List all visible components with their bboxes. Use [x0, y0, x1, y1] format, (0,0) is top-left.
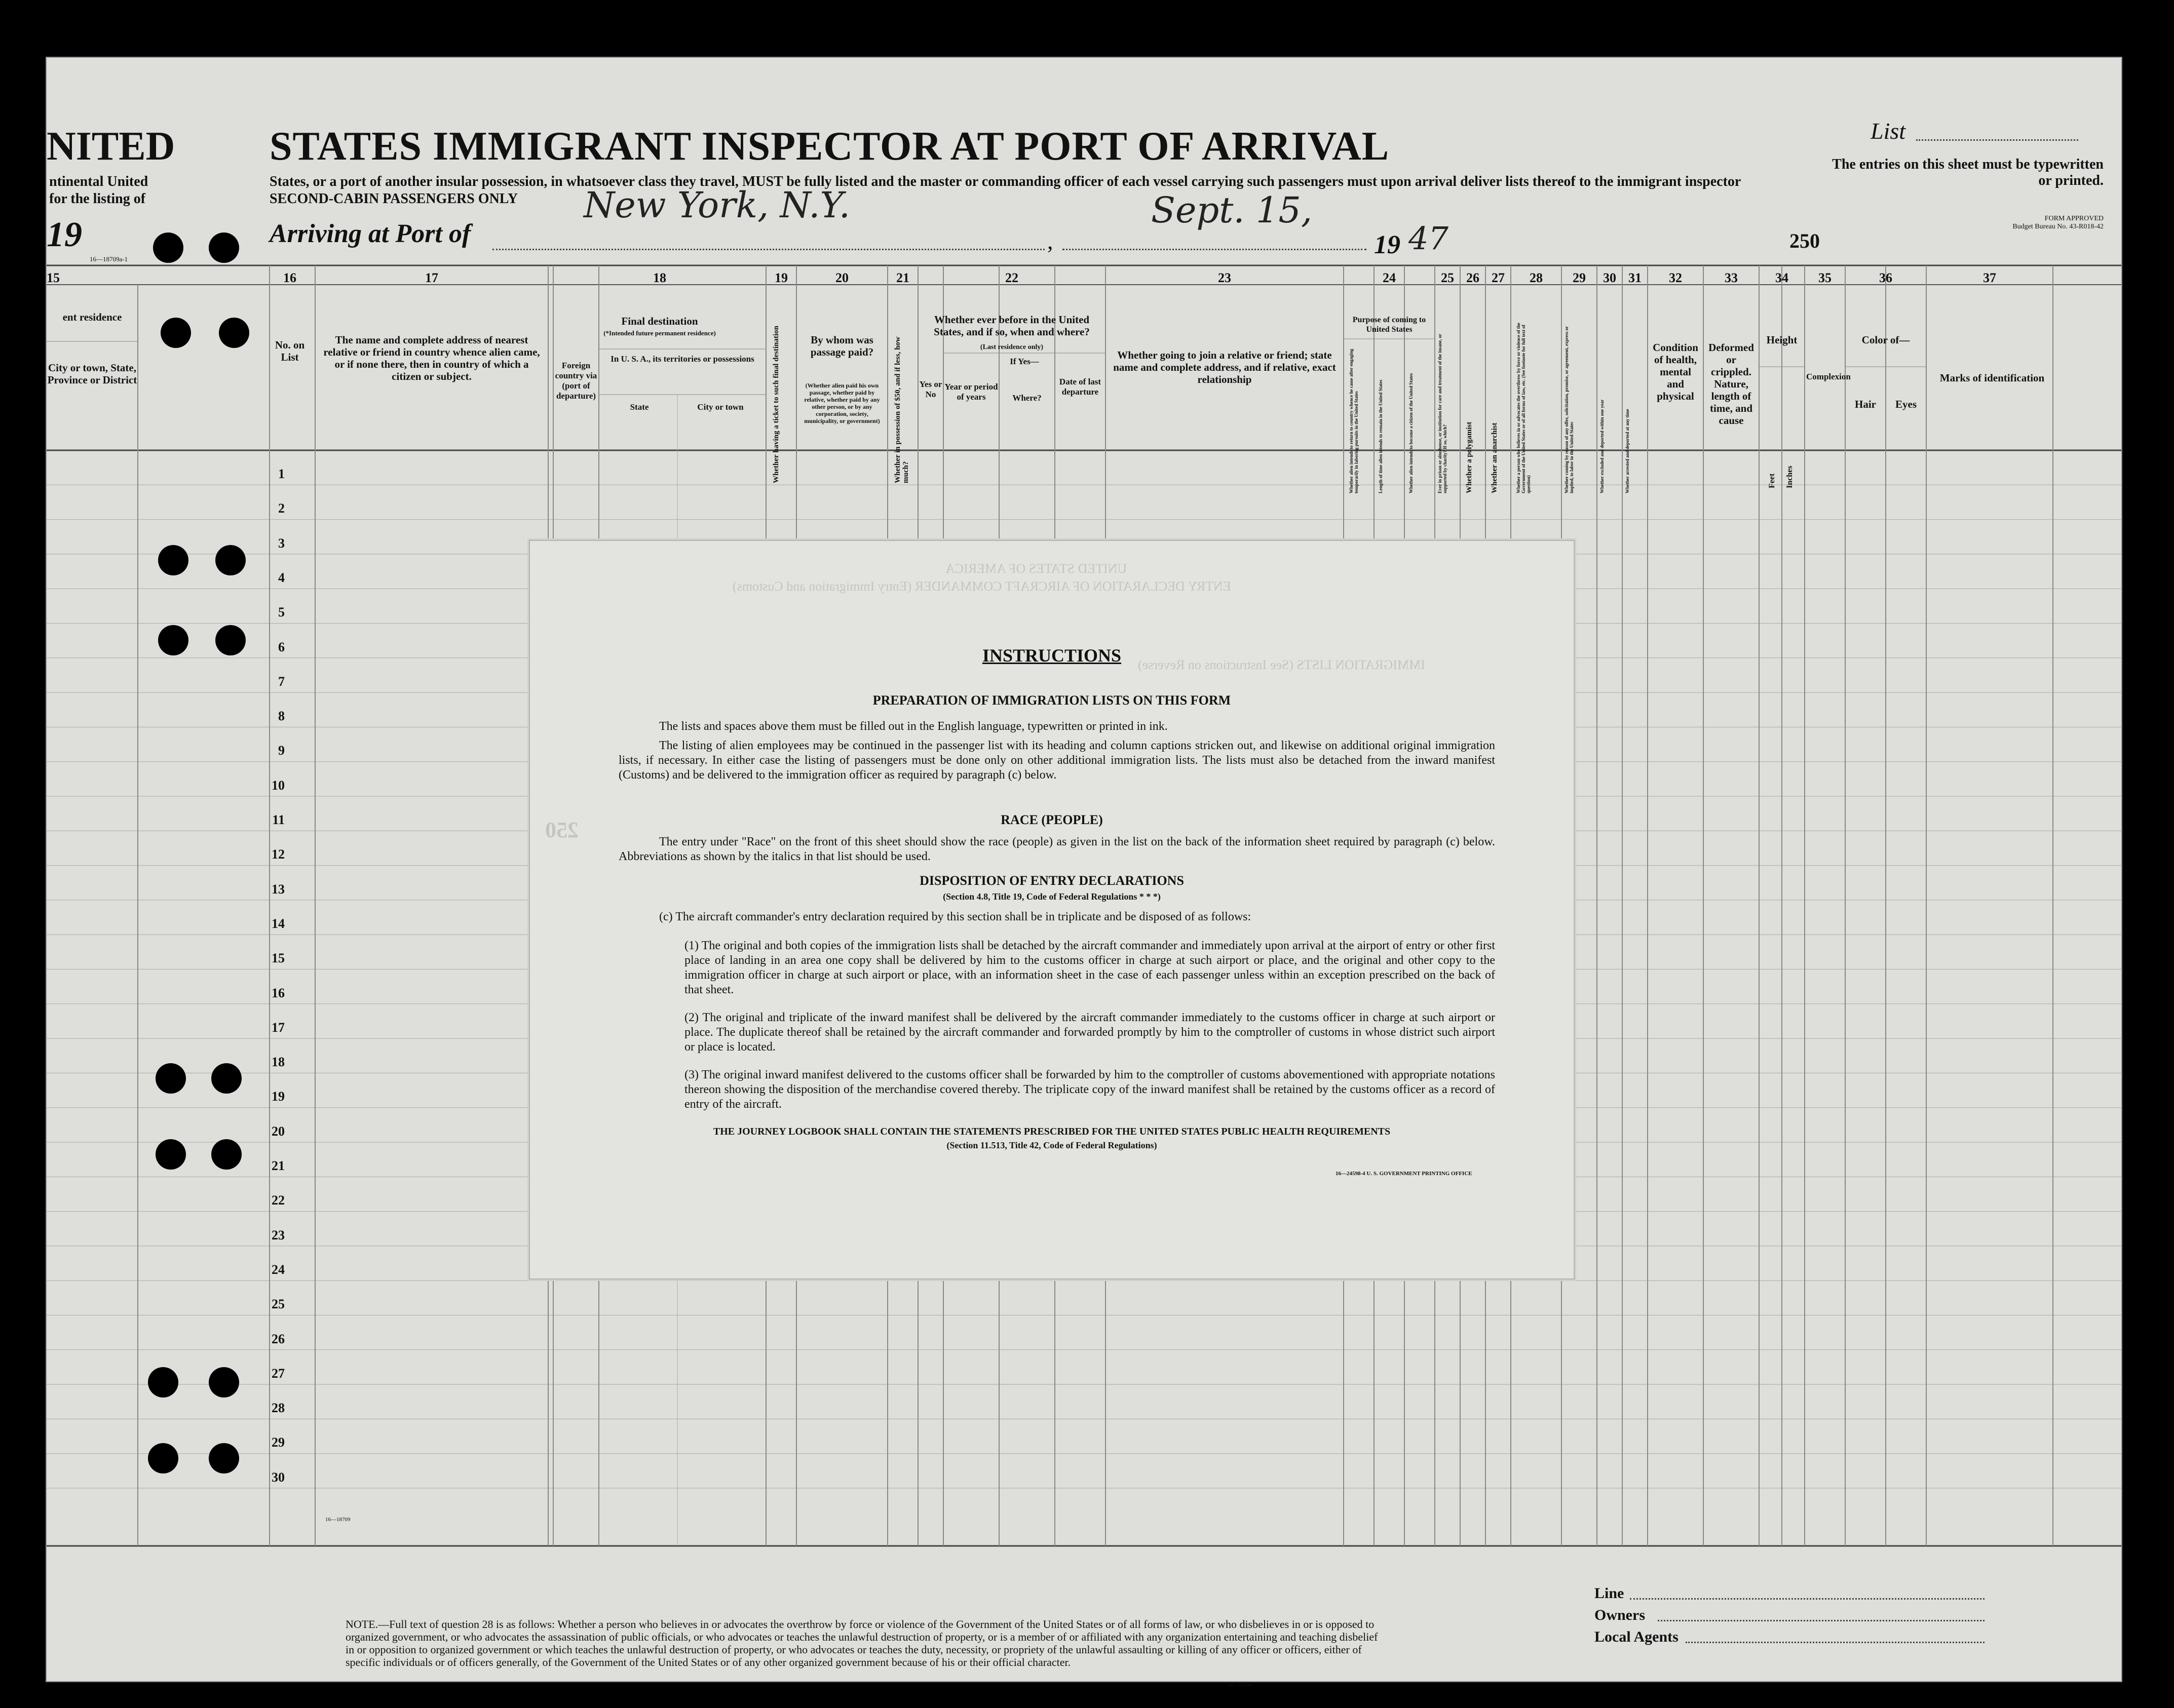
col-22-sub: (Last residence only): [980, 343, 1044, 351]
row-number: 26: [272, 1331, 285, 1346]
col-29-number: 29: [1573, 270, 1586, 285]
col-22-number: 22: [1005, 270, 1018, 285]
row-number: 27: [272, 1366, 285, 1381]
left-year-fragment: 19: [47, 215, 82, 254]
col-18-foreign: Foreign country via (port of departure): [555, 361, 597, 401]
col-18-label: Final destination: [621, 315, 698, 327]
col-36-label: Color of—: [1861, 334, 1910, 346]
col-25-label: Ever in prison or almshouse, or institution for care and treatment of the insane, or supported by charity? If so, which?: [1437, 334, 1447, 493]
col-20-label: By whom was passage paid?: [810, 334, 874, 358]
instructions-footer-2: (Section 11.513, Title 42, Code of Federal Regulations): [946, 1140, 1157, 1150]
instructions-p-3: (3) The original inward manifest delivered to the customs officer shall be forwarded by him to the comptroller of customs abovementioned with appropriate notations thereon showing the disposition of the merchandise covered thereby. The triplicate copy of the inward manifest shall be retained by the customs officer as a record of entry of the aircraft.: [684, 1068, 1495, 1111]
col-22-year: Year or period of years: [944, 382, 998, 402]
date-line: [1062, 248, 1366, 250]
arriving-label: Arriving at Port of: [270, 219, 471, 248]
row-number: 15: [272, 951, 285, 966]
form-approved-label: FORM APPROVED: [2044, 215, 2104, 222]
form-subline-text: States, or a port of another insular possession, in whatsoever class they travel, MUST be fully listed and the master or commanding officer of each vessel carrying such passengers must upon arrival deliver lists thereof to the immigrant inspector: [270, 174, 1741, 189]
col-34-inches: Inches: [1785, 465, 1794, 488]
instructions-pc: (c) The aircraft commander's entry declaration required by this section shall be in triplicate and be disposed of as follows:: [659, 910, 1251, 923]
col-35-label: Complexion: [1806, 372, 1851, 381]
local-agents-label: Local Agents: [1594, 1628, 1679, 1645]
row-number: 10: [272, 778, 285, 793]
col-36-number: 36: [1879, 270, 1892, 285]
col-33-label: Deformed or crippled. Nature, length of time, and cause: [1708, 341, 1754, 426]
list-line: [1916, 139, 2078, 141]
col-30-label: Whether excluded and deported within one year: [1599, 399, 1605, 493]
year-printed: 19: [1374, 230, 1400, 259]
instructions-title: INSTRUCTIONS: [982, 645, 1122, 666]
bottom-form-code: 16—18709: [325, 1517, 351, 1523]
punch-hole: [148, 1443, 178, 1473]
form-subline: [270, 173, 1789, 208]
punch-hole: [211, 1139, 242, 1170]
row-number: 19: [272, 1089, 285, 1104]
punch-hole: [161, 318, 191, 348]
punch-hole: [156, 1139, 186, 1170]
left-subline-1: ntinental United: [49, 174, 148, 189]
row-number: 1: [278, 467, 285, 481]
row-number: 28: [272, 1401, 285, 1416]
ghost-text: 250: [545, 818, 579, 842]
footnote-code: 16—18709: [1227, 1682, 1252, 1688]
budget-bureau: Budget Bureau No. 43-R018-42: [2012, 223, 2104, 230]
col-24-b: Length of time alien intends to remain in the United States: [1378, 379, 1383, 493]
col-18-sub: (*Intended future permanent residence): [603, 329, 716, 337]
row-number: 6: [278, 639, 285, 654]
col-20-sub: (Whether alien paid his own passage, whether paid by relative, whether paid by any other person, or by any corporation, society, municipality, or government): [804, 382, 880, 424]
port-line: [492, 248, 1045, 250]
row-number: 7: [278, 674, 285, 689]
instructions-heading-3: DISPOSITION OF ENTRY DECLARATIONS: [920, 873, 1184, 888]
col-22-where: Where?: [1012, 393, 1042, 403]
list-note: The entries on this sheet must be typewritten or printed.: [1832, 157, 2104, 188]
owners-field: [1658, 1619, 1985, 1621]
row-number: 24: [272, 1262, 285, 1277]
instructions-p2: The listing of alien employees may be continued in the passenger list with its heading and column captions stricken out, and likewise on additional original immigration lists, if necessary. In either case the listing of passengers must be done only on other additional immigration lists. The lists must also be detached from the inward manifest (Customs) and be delivered to the immigration officer as required by paragraph (c) below.: [619, 739, 1495, 782]
row-number: 3: [278, 535, 285, 551]
row-number: 2: [278, 501, 285, 516]
ghost-text: ENTRY DECLARATION OF AIRCRAFT COMMANDER (Entry Immigration and Customs): [733, 579, 1231, 594]
row-number: 23: [272, 1227, 285, 1243]
col-34-feet: Feet: [1768, 473, 1776, 488]
col-34-label: Height: [1766, 334, 1798, 346]
local-agents-field: [1686, 1641, 1985, 1643]
col-28-label: Whether a person who believes in or advocates the overthrow by force or violence of the Government of the United States or of all forms of law, etc. (See footnote for full text of question): [1516, 323, 1531, 493]
col-30-number: 30: [1603, 270, 1616, 285]
punch-hole: [209, 1367, 239, 1398]
instructions-heading-2: RACE (PEOPLE): [1001, 812, 1103, 827]
row-number: 17: [272, 1020, 285, 1035]
col-18-state: State: [630, 402, 649, 412]
col-17-label: The name and complete address of nearest relative or friend in country whence alien came, or if none there, then in country of which a citizen or subject.: [323, 334, 540, 382]
punch-hole: [156, 1063, 186, 1094]
left-title-fragment: NITED: [47, 124, 175, 169]
col-18-city: City or town: [697, 402, 744, 412]
year-handwritten: 47: [1408, 220, 1448, 257]
manifest-sheet: NITED ntinental United for the listing of 19 16—18709a-1 15 ent residence City or town, State, Province or District STATES IMMIGRANT INSPECTOR AT PORT OF ARRIVAL States, or a port of another insular possession, in whatsoever class they travel, MUST be fully listed and the master or commanding officer of each vessel carrying such passengers must upon arrival deliver lists thereof to the immigrant inspector SECOND-CABIN PASSENGERS ONLY Arriving at Port of New York, N.Y. , Sept. 15, 19 47 List The entries on this sheet must be typewritten or printed. FORM APPROVED Budget Bureau No. 43-R018-42 250 16 17 18 19 20 21 22 23 24 25 26 27 28 29 30 31 32 33 34 35 36 37 No. on List The name and complete address of nearest relative or friend in country whence alien came, or if none there, then in country of which a citizen or subject. Final destination (*Intended future permanent residence) Foreign country via (port of departure) In U. S. A., its territories or possessions State City or town Whether having a ticket to such final destination By whom was passage paid? (Whether alien paid his own passage, whether paid by relative, whether paid by any other person, or by any corporation, society, municipality, or government) Whether in possession of $50, and if less, how much? Whether ever before in the United States, and if so, when and where? (Last residence only) Yes or No If Yes— Year or period of years Where? Date of last departure Whether going to join a relative or friend; state name and complete address, and if relative, exact relationship Purpose of coming to United States Whether alien intends to return to country whence he came after engaging temporarily in laboring pursuits in the United States Length of time alien intends to remain in the United States Whether alien intends to become a citizen of the United States Ever in prison or almshouse, or institution for care and treatment of the insane, or supported by charity? If so, which? Whether a polygamist Whether an anarchist Whether a person who believes in or advocates the overthrow by force or violence of the Government of the United States or of all forms of law, etc. (See footnote for full text of question) Whether coming by reason of any offer, solicitation, promise, or agreement, express or implied, to labor in the United States Whether excluded and deported within one year Whether arrested and deported at any time Condition of health, mental and physical Deformed or crippled. Nature, length of time, and cause Height Feet Inches Complexion Color of— Hair Eyes Marks of identification 1 2 3 4 5 6 7 8 9 10 11 12 13 14 15 16 17 18 19 20 21 22 23 24 25 26 27 28 29 30 16—18709 UNITED STATES OF AMERICA ENTRY DECLARATION OF AIRCRAFT COMMANDER (Entry Immigration and Customs) IMMIGRATION LISTS (See Instructions on Reverse) 250 INSTRUCTIONS PREPARATION OF IMMIGRATION LISTS ON THIS FORM The lists and spaces above them must be filled out in the English language, typewritten or printed in ink. The listing of alien employees may be continued in the passenger list with its heading and column captions stricken out, and likewise on additional original immigration lists, if necessary. In either case the listing of passengers must be done only on other additional immigration lists. The lists must also be detached from the inward manifest (Customs) and be delivered to the immigration officer as required by paragraph (c) below. RACE (PEOPLE) The entry under "Race" on the front of this sheet should show the race (people) as given in the list on the back of the information sheet required by paragraph (c) below. Abbreviations as shown by the italics in that list should be used. DISPOSITION OF ENTRY DECLARATIONS (Section 4.8, Title 19, Code of Federal Regulations * * *) (c) The aircraft commander's entry declaration required by this section shall be in triplicate and be disposed of as follows: (1) The original and both copies of the immigration lists shall be detached by the aircraft commander and immediately upon arrival at the airport of entry or other first place of landing in an area one copy shall be delivered by him to the customs officer in charge at such airport or place, and the original and other copy to the immigration officer in charge at such airport or place, with an information sheet in the case of each passenger unless within an exception prescribed on the back of that sheet. (2) The original and triplicate of the inward manifest shall be delivered by the aircraft commander immediately to the customs officer in charge at such airport or place. The duplicate thereof shall be retained by the aircraft commander and forwarded promptly by him to the comptroller of customs in whose district such airport or place is located. (3) The original inward manifest delivered to the customs officer shall be forwarded by him to the comptroller of customs abovementioned with appropriate notations thereon showing the disposition of the merchandise covered thereby. The triplicate copy of the inward manifest shall be retained by the customs officer as a record of entry of the aircraft. THE JOURNEY LOGBOOK SHALL CONTAIN THE STATEMENTS PRESCRIBED FOR THE UNITED STATES PUBLIC HEALTH REQUIREMENTS (Section 11.513, Title 42, Code of Federal Regulations) 16—24598-4 U. S. GOVERNMENT PRINTING OFFICE NOTE.—Full text of question 28 is as follows: Whether a person who believes in or advocates the overthrow by force or violence of the Government of the United States or of all forms of law, or who disbelieves in or is opposed to organized government, or who advocates the assassination of public officials, or who advocates or teaches the unlawful destruction of property, or is a member of or affiliated with any organization entertaining and teaching disbelief in or opposition to organized government or which teaches the unlawful destruction of property, or who advocates or teaches the duty, necessity, or propriety of the unlawful assaulting or killing of any officer or officers, either of specific individuals or of officers generally, of the Government of the United States or of any other organized government because of his or their official character. 16—18709 Line Owners Local Agents: [46, 57, 2122, 1682]
col-37-label: Marks of identification: [1939, 372, 2045, 384]
line-label: Line: [1594, 1585, 1624, 1602]
footnote-q28: NOTE.—Full text of question 28 is as follows: Whether a person who believes in or advocates the overthrow by force or violence of the Government of the United States or of all forms of law, or who disbelieves in or is opposed to organized government, or who advocates the assassination of public officials, or who advocates or teaches the unlawful destruction of property, or is a member of or affiliated with any organization entertaining and teaching disbelief in or opposition to organized government or which teaches the unlawful destruction of property, or who advocates or teaches the duty, necessity, or propriety of the unlawful assaulting or killing of any officer or officers, either of specific individuals or of officers generally, of the Government of the United States or of any other organized government because of his or their official character.: [346, 1618, 1378, 1668]
col-22-yesno: Yes or No: [919, 379, 942, 399]
row-number: 11: [272, 812, 285, 827]
col-23-number: 23: [1218, 270, 1231, 285]
col-24-label: Purpose of coming to United States: [1352, 316, 1426, 334]
punch-hole: [219, 318, 249, 348]
row-number: 21: [272, 1158, 285, 1173]
punch-hole: [209, 1443, 239, 1473]
owners-label: Owners: [1594, 1607, 1645, 1623]
col-28-number: 28: [1530, 270, 1543, 285]
row-number: 13: [272, 881, 285, 897]
instructions-p-1: (1) The original and both copies of the immigration lists shall be detached by the aircraft commander and immediately upon arrival at the airport of entry or other first place of landing in an area one copy shall be delivered by him to the customs officer in charge at such airport or place, and the original and other copy to the immigration officer in charge at such airport or place, with an information sheet in the case of each passenger unless within an exception prescribed on the back of that sheet.: [684, 939, 1495, 996]
punch-hole: [209, 232, 239, 263]
row-number: 18: [272, 1055, 285, 1070]
col-32-number: 32: [1669, 270, 1682, 285]
col-36-eyes: Eyes: [1895, 398, 1917, 410]
col-16-label: No. on List: [275, 339, 305, 363]
instructions-sheet: [529, 540, 1575, 1279]
col-23-label: Whether going to join a relative or friend; state name and complete address, and if relative, exact relationship: [1113, 349, 1336, 385]
col-37-number: 37: [1983, 270, 1996, 285]
col-26-number: 26: [1466, 270, 1479, 285]
ghost-text: UNITED STATES OF AMERICA: [945, 561, 1127, 576]
col-36-hair: Hair: [1855, 398, 1876, 410]
date-handwritten: Sept. 15,: [1151, 189, 1313, 231]
instructions-p3: The entry under "Race" on the front of this sheet should show the race (people) as given in the list on the back of the information sheet required by paragraph (c) below. Abbreviations as shown by the italics in that list should be used.: [619, 835, 1495, 863]
form-subline-2: SECOND-CABIN PASSENGERS ONLY: [270, 191, 518, 207]
form-approved: [1931, 215, 2104, 231]
instructions-printer: 16—24598-4 U. S. GOVERNMENT PRINTING OFFICE: [1336, 1171, 1472, 1177]
port-handwritten: New York, N.Y.: [584, 184, 850, 226]
left-form-code: 16—18709a-1: [90, 255, 128, 263]
row-number: 8: [278, 709, 285, 724]
col-21-label: Whether in possession of $50, and if less, how much?: [894, 336, 910, 483]
punch-hole: [158, 625, 188, 655]
col-22-label: Whether ever before in the United States, and if so, when and where?: [934, 314, 1090, 338]
col-31-number: 31: [1628, 270, 1642, 285]
col-19-label: Whether having a ticket to such final destination: [772, 326, 780, 483]
instructions-p1: The lists and spaces above them must be filled out in the English language, typewritten or printed in ink.: [659, 720, 1168, 733]
col-26-label: Whether a polygamist: [1465, 421, 1473, 493]
row-number: 4: [278, 570, 285, 585]
col-24-a: Whether alien intends to return to country whence he came after engaging temporarily in laboring pursuits in the United States: [1349, 348, 1359, 493]
col-20-number: 20: [835, 270, 849, 285]
col-21-number: 21: [896, 270, 909, 285]
row-number: 25: [272, 1297, 285, 1312]
row-number: 5: [278, 605, 285, 620]
col-15-number: 15: [47, 270, 60, 285]
row-number: 20: [272, 1123, 285, 1139]
line-field: [1630, 1598, 1985, 1600]
col-19-number: 19: [775, 270, 788, 285]
col-22-date: Date of last departure: [1059, 377, 1101, 397]
col-24-number: 24: [1383, 270, 1396, 285]
instructions-footer-1: THE JOURNEY LOGBOOK SHALL CONTAIN THE STATEMENTS PRESCRIBED FOR THE UNITED STATES PUBLIC HEALTH REQUIREMENTS: [713, 1126, 1391, 1137]
form-title: STATES IMMIGRANT INSPECTOR AT PORT OF ARRIVAL: [270, 124, 1390, 169]
left-subline-2: for the listing of: [49, 191, 146, 207]
punch-hole: [158, 545, 188, 575]
ghost-text: IMMIGRATION LISTS (See Instructions on Reverse): [1138, 657, 1425, 672]
col-31-label: Whether arrested and deported at any time: [1625, 409, 1630, 493]
col-29-label: Whether coming by reason of any offer, solicitation, promise, or agreement, express or implied, to labor in the United States: [1564, 326, 1574, 493]
col-18-usa: In U. S. A., its territories or possessions: [611, 354, 754, 364]
col-34-number: 34: [1775, 270, 1788, 285]
col-27-number: 27: [1492, 270, 1505, 285]
left-subline-fragment: [49, 173, 201, 208]
col-18-number: 18: [653, 270, 666, 285]
col-15-city: City or town, State, Province or District: [47, 362, 137, 386]
col-35-number: 35: [1818, 270, 1832, 285]
punch-hole: [215, 625, 246, 655]
punch-hole: [148, 1367, 178, 1398]
row-number: 30: [272, 1469, 285, 1485]
row-number: 29: [272, 1435, 285, 1450]
instructions-p-2: (2) The original and triplicate of the inward manifest shall be delivered by the aircraft commander immediately to the customs officer in charge at such airport or place. The duplicate thereof shall be retained by the aircraft commander and forwarded promptly by him to the comptroller of customs in whose district such airport or place is located.: [684, 1011, 1495, 1054]
list-label: List: [1871, 118, 1906, 144]
row-number: 14: [272, 916, 285, 931]
row-number: 16: [272, 985, 285, 1000]
row-number: 12: [272, 847, 285, 862]
punch-hole: [211, 1063, 242, 1094]
instructions-sub-3: (Section 4.8, Title 19, Code of Federal Regulations * * *): [943, 891, 1161, 902]
col-33-number: 33: [1725, 270, 1738, 285]
col-25-number: 25: [1441, 270, 1454, 285]
col-15-residence: ent residence: [62, 311, 122, 323]
row-number: 22: [272, 1193, 285, 1208]
row-number: 9: [278, 743, 285, 758]
sheet-number: 250: [1789, 229, 1820, 252]
col-22-ifyes: If Yes—: [1010, 357, 1039, 366]
col-17-number: 17: [425, 270, 438, 285]
instructions-heading-1: PREPARATION OF IMMIGRATION LISTS ON THIS FORM: [872, 693, 1231, 708]
col-27-label: Whether an anarchist: [1491, 422, 1499, 493]
col-24-c: Whether alien intends to become a citizen of the United States: [1408, 373, 1414, 493]
col-32-label: Condition of health, mental and physical: [1653, 341, 1698, 402]
col-16-number: 16: [283, 270, 296, 285]
punch-hole: [153, 232, 183, 263]
punch-hole: [215, 545, 246, 575]
